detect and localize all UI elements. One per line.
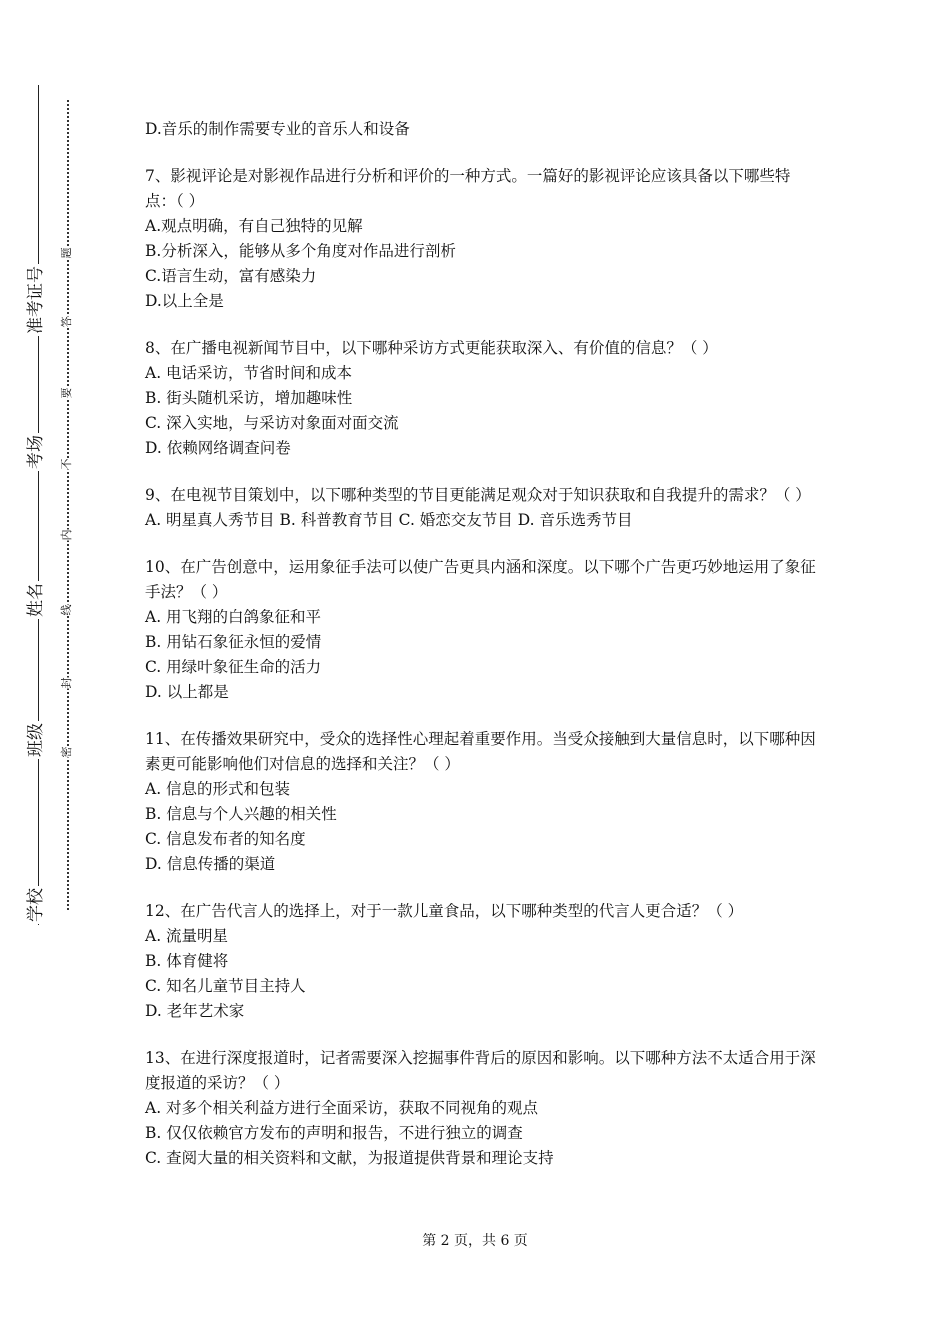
option-a: A. 电话采访，节省时间和成本: [145, 364, 353, 382]
option-d: D. 依赖网络调查问卷: [145, 439, 291, 457]
question-stem: 12、在广告代言人的选择上，对于一款儿童食品，以下哪种类型的代言人更合适？（ ）: [145, 902, 744, 920]
option-a: A. 用飞翔的白鸽象征和平: [145, 608, 322, 626]
option-c: C. 信息发布者的知名度: [145, 830, 306, 848]
binding-solid-line: [38, 85, 39, 925]
seal-dotted-line: [67, 100, 69, 910]
option-b: B. 信息与个人兴趣的相关性: [145, 805, 337, 823]
seal-char: 答: [60, 316, 73, 328]
option-c: C. 深入实地，与采访对象面对面交流: [145, 414, 399, 432]
question-stem: 8、在广播电视新闻节目中，以下哪种采访方式更能获取深入、有价值的信息？（ ）: [145, 339, 718, 357]
option-a: A. 对多个相关利益方进行全面采访，获取不同视角的观点: [145, 1099, 539, 1117]
question-8: [145, 336, 817, 461]
exam-room-label: 考场: [26, 435, 46, 469]
option-a: A. 信息的形式和包装: [145, 780, 291, 798]
option-d: D. 老年艺术家: [145, 1002, 245, 1020]
question-12: [145, 899, 817, 1024]
option-c: C.语言生动，富有感染力: [145, 267, 317, 285]
seal-char: 线: [60, 604, 73, 616]
question-stem: 7、影视评论是对影视作品进行分析和评价的一种方式。一篇好的影视评论应该具备以下哪些特点：（ ）: [145, 167, 791, 210]
option-c: C. 用绿叶象征生命的活力: [145, 658, 322, 676]
option-b: B. 体育健将: [145, 952, 229, 970]
options-inline: A. 明星真人秀节目 B. 科普教育节目 C. 婚恋交友节目 D. 音乐选秀节目: [145, 511, 633, 529]
option-b: B. 用钻石象征永恒的爱情: [145, 633, 322, 651]
seal-char: 不: [60, 458, 73, 470]
option-a: A.观点明确，有自己独特的见解: [145, 217, 363, 235]
question-content: [145, 117, 817, 1193]
seal-char: 封: [60, 677, 73, 689]
continued-option: D.音乐的制作需要专业的音乐人和设备: [145, 120, 410, 138]
option-c: C. 知名儿童节目主持人: [145, 977, 306, 995]
option-c: C. 查阅大量的相关资料和文献，为报道提供背景和理论支持: [145, 1149, 554, 1167]
option-d: D.以上全是: [145, 292, 224, 310]
option-b: B.分析深入，能够从多个角度对作品进行剖析: [145, 242, 456, 260]
seal-char: 题: [60, 247, 73, 259]
question-7: [145, 164, 817, 314]
question-13: [145, 1046, 817, 1171]
class-label: 班级: [26, 723, 46, 757]
option-d: D. 以上都是: [145, 683, 229, 701]
binding-margin: [0, 0, 90, 1344]
option-b: B. 街头随机采访，增加趣味性: [145, 389, 353, 407]
seal-char: 内: [60, 529, 73, 541]
option-d: D. 信息传播的渠道: [145, 855, 276, 873]
school-label: 学校: [26, 888, 46, 922]
question-stem: 9、在电视节目策划中，以下哪种类型的节目更能满足观众对于知识获取和自我提升的需求？（ ）: [145, 486, 811, 504]
question-stem: 10、在广告创意中，运用象征手法可以使广告更具内涵和深度。以下哪个广告更巧妙地运用了象征手法？（ ）: [145, 558, 816, 601]
seal-char: 密: [60, 746, 73, 758]
exam-number-label: 准考证号: [26, 266, 46, 334]
name-label: 姓名: [26, 583, 46, 617]
question-11: [145, 727, 817, 877]
seal-char: 要: [60, 387, 73, 399]
question-9: [145, 483, 817, 533]
question-stem: 11、在传播效果研究中，受众的选择性心理起着重要作用。当受众接触到大量信息时，以下哪种因素更可能影响他们对信息的选择和关注？（ ）: [145, 730, 816, 773]
question-10: [145, 555, 817, 705]
option-b: B. 仅仅依赖官方发布的声明和报告，不进行独立的调查: [145, 1124, 523, 1142]
page-footer: 第 2 页，共 6 页: [422, 1233, 528, 1249]
question-stem: 13、在进行深度报道时，记者需要深入挖掘事件背后的原因和影响。以下哪种方法不太适合用于深度报道的采访？（ ）: [145, 1049, 816, 1092]
option-a: A. 流量明星: [145, 927, 229, 945]
